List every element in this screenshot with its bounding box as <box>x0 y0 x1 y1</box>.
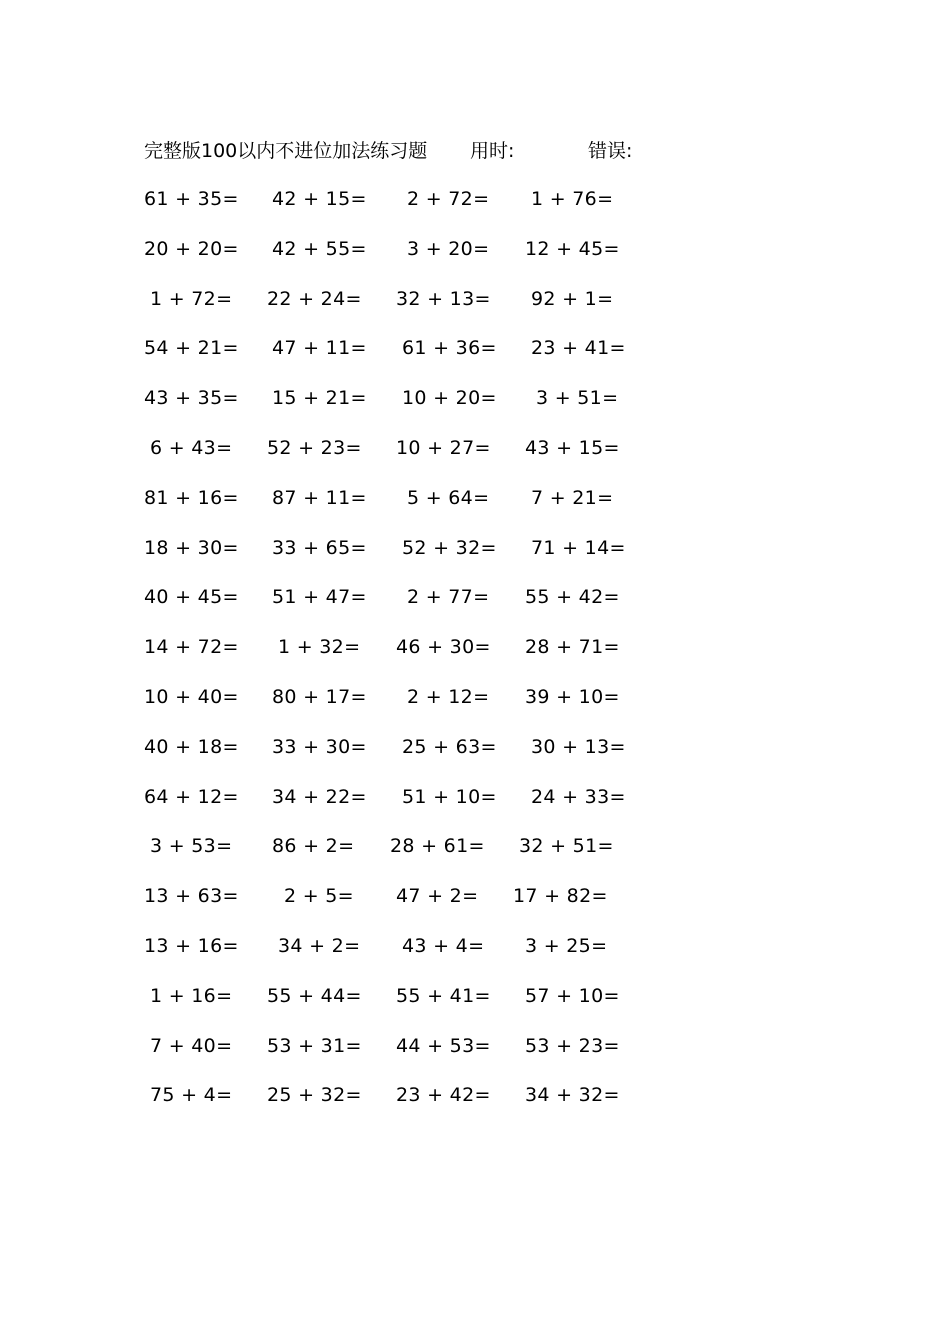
problem-r12-c2: 33 + 30= <box>272 735 367 758</box>
problem-r11-c4: 39 + 10= <box>525 686 620 708</box>
problem-r16-c3: 43 + 4= <box>402 935 485 957</box>
problem-r2-c1: 20 + 20= <box>144 237 239 260</box>
problem-r1-c1: 61 + 35= <box>144 188 239 210</box>
problem-r6-c2: 52 + 23= <box>267 437 362 459</box>
problem-r18-c3: 44 + 53= <box>396 1034 491 1057</box>
problem-r11-c2: 80 + 17= <box>272 686 367 708</box>
problem-r13-c4: 24 + 33= <box>531 785 626 808</box>
problem-r15-c1: 13 + 63= <box>144 885 239 908</box>
problem-r14-c2: 86 + 2= <box>272 835 355 858</box>
problem-r7-c1: 81 + 16= <box>144 486 239 509</box>
problem-r16-c1: 13 + 16= <box>144 935 239 957</box>
problem-r9-c3: 2 + 77= <box>407 586 490 609</box>
problem-r12-c1: 40 + 18= <box>144 735 239 758</box>
problem-r5-c3: 10 + 20= <box>402 387 497 410</box>
problem-r5-c1: 43 + 35= <box>144 387 239 410</box>
problem-r3-c4: 92 + 1= <box>531 287 614 310</box>
problem-r19-c1: 75 + 4= <box>150 1084 233 1107</box>
problem-r4-c1: 54 + 21= <box>144 337 239 360</box>
problem-r13-c2: 34 + 22= <box>272 785 367 808</box>
problem-r1-c4: 1 + 76= <box>531 188 614 210</box>
problem-r10-c2: 1 + 32= <box>278 636 361 659</box>
problem-r4-c2: 47 + 11= <box>272 337 367 360</box>
problem-r4-c4: 23 + 41= <box>531 337 626 360</box>
problem-r2-c3: 3 + 20= <box>407 237 490 260</box>
problem-r19-c2: 25 + 32= <box>267 1084 362 1107</box>
time-label: 用时: <box>470 140 515 162</box>
problem-r2-c2: 42 + 55= <box>272 237 367 260</box>
problem-r13-c3: 51 + 10= <box>402 785 497 808</box>
problem-r15-c2: 2 + 5= <box>284 885 354 908</box>
problem-r2-c4: 12 + 45= <box>525 237 620 260</box>
problem-r15-c4: 17 + 82= <box>513 885 608 908</box>
problem-r8-c3: 52 + 32= <box>402 536 497 559</box>
problem-r17-c1: 1 + 16= <box>150 984 233 1007</box>
problem-r9-c1: 40 + 45= <box>144 586 239 609</box>
worksheet-title: 完整版100以内不进位加法练习题 <box>144 140 428 162</box>
problem-r10-c3: 46 + 30= <box>396 636 491 659</box>
problem-r18-c4: 53 + 23= <box>525 1034 620 1057</box>
problem-r15-c3: 47 + 2= <box>396 885 479 908</box>
problem-r18-c1: 7 + 40= <box>150 1034 233 1057</box>
problem-r8-c2: 33 + 65= <box>272 536 367 559</box>
problem-r4-c3: 61 + 36= <box>402 337 497 360</box>
problem-r10-c4: 28 + 71= <box>525 636 620 659</box>
problem-r6-c4: 43 + 15= <box>525 437 620 459</box>
problem-r17-c2: 55 + 44= <box>267 984 362 1007</box>
problem-r17-c4: 57 + 10= <box>525 984 620 1007</box>
problem-r10-c1: 14 + 72= <box>144 636 239 659</box>
problem-r11-c1: 10 + 40= <box>144 686 239 708</box>
problem-r9-c2: 51 + 47= <box>272 586 367 609</box>
problem-r12-c4: 30 + 13= <box>531 735 626 758</box>
problem-r11-c3: 2 + 12= <box>407 686 490 708</box>
problem-r8-c4: 71 + 14= <box>531 536 626 559</box>
problem-r12-c3: 25 + 63= <box>402 735 497 758</box>
problem-r14-c3: 28 + 61= <box>390 835 485 858</box>
problem-r16-c4: 3 + 25= <box>525 935 608 957</box>
problem-r6-c3: 10 + 27= <box>396 437 491 459</box>
problem-r9-c4: 55 + 42= <box>525 586 620 609</box>
errors-label: 错误: <box>588 140 633 162</box>
problem-r14-c1: 3 + 53= <box>150 835 233 858</box>
problem-r3-c3: 32 + 13= <box>396 287 491 310</box>
problem-r8-c1: 18 + 30= <box>144 536 239 559</box>
problem-r5-c4: 3 + 51= <box>536 387 619 410</box>
problem-r14-c4: 32 + 51= <box>519 835 614 858</box>
problem-r1-c3: 2 + 72= <box>407 188 490 210</box>
problem-r7-c3: 5 + 64= <box>407 486 490 509</box>
problem-r13-c1: 64 + 12= <box>144 785 239 808</box>
problem-r7-c2: 87 + 11= <box>272 486 367 509</box>
problem-r6-c1: 6 + 43= <box>150 437 233 459</box>
problem-r7-c4: 7 + 21= <box>531 486 614 509</box>
problem-r1-c2: 42 + 15= <box>272 188 367 210</box>
problem-r19-c3: 23 + 42= <box>396 1084 491 1107</box>
problem-r18-c2: 53 + 31= <box>267 1034 362 1057</box>
problem-r16-c2: 34 + 2= <box>278 935 361 957</box>
problem-r3-c2: 22 + 24= <box>267 287 362 310</box>
problem-r19-c4: 34 + 32= <box>525 1084 620 1107</box>
problem-r3-c1: 1 + 72= <box>150 287 233 310</box>
problem-r17-c3: 55 + 41= <box>396 984 491 1007</box>
problem-r5-c2: 15 + 21= <box>272 387 367 410</box>
